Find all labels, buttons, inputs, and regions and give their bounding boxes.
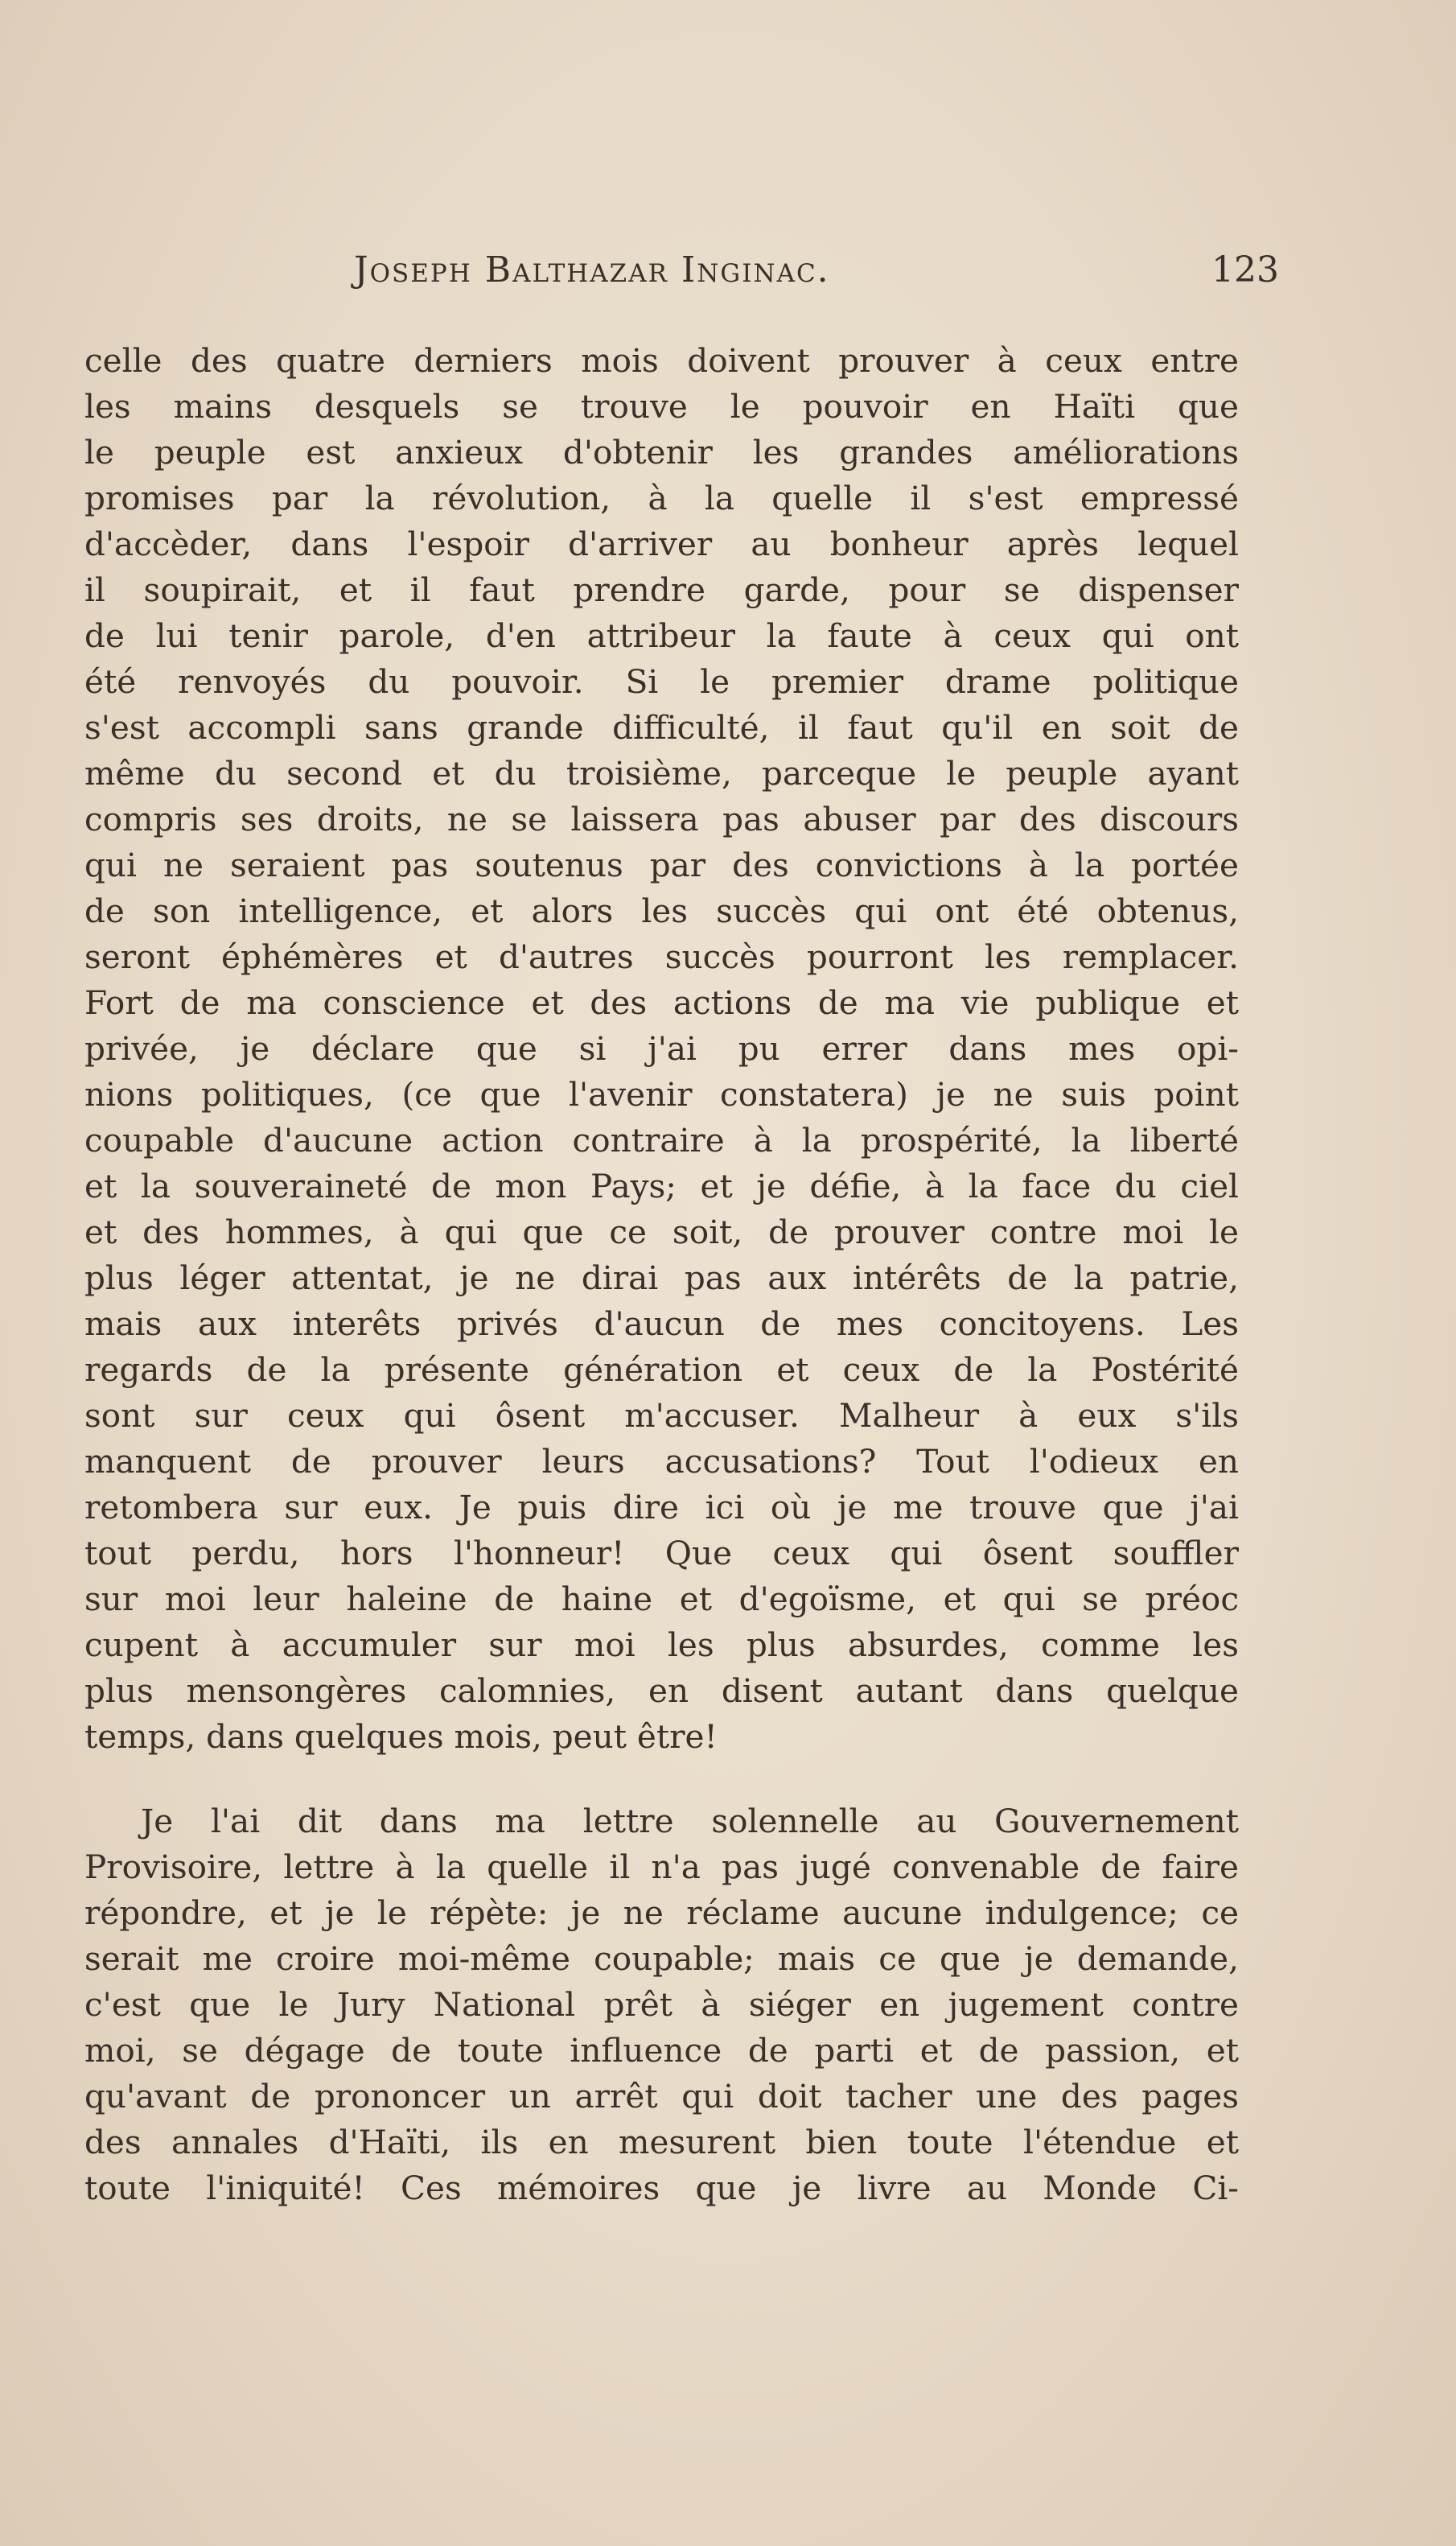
text-line: le peuple est anxieux d'obtenir les grandes améliorations bbox=[84, 433, 1239, 472]
text-line: nions politiques, (ce que l'avenir constatera) je ne suis point bbox=[84, 1075, 1239, 1114]
text-line: privée, je déclare que si j'ai pu errer dans mes opi- bbox=[84, 1029, 1239, 1068]
text-line: Provisoire, lettre à la quelle il n'a pas jugé convenable de faire bbox=[84, 1848, 1239, 1886]
paragraph-gap bbox=[84, 1760, 1239, 1798]
text-line: s'est accompli sans grande difficulté, il faut qu'il en soit de bbox=[84, 708, 1239, 747]
text-line: seront éphémères et d'autres succès pourront les remplacer. bbox=[84, 937, 1239, 976]
text-line: temps, dans quelques mois, peut être! bbox=[84, 1717, 718, 1756]
text-line: cupent à accumuler sur moi les plus absurdes, comme les bbox=[84, 1625, 1239, 1664]
text-line: même du second et du troisième, parceque le peuple ayant bbox=[84, 754, 1239, 793]
text-line: il soupirait, et il faut prendre garde, pour se dispenser bbox=[84, 571, 1239, 609]
text-line: sont sur ceux qui ôsent m'accuser. Malheur à eux s'ils bbox=[84, 1396, 1239, 1435]
text-line: Fort de ma conscience et des actions de ma vie publique et bbox=[84, 983, 1239, 1022]
text-line: moi, se dégage de toute influence de parti et de passion, et bbox=[84, 2031, 1239, 2070]
text-line: d'accèder, dans l'espoir d'arriver au bonheur après lequel bbox=[84, 525, 1239, 563]
text-line: les mains desquels se trouve le pouvoir en Haïti que bbox=[84, 387, 1239, 426]
text-line: plus mensongères calomnies, en disent autant dans quelque bbox=[84, 1671, 1239, 1710]
text-line: coupable d'aucune action contraire à la prospérité, la liberté bbox=[84, 1121, 1239, 1160]
page-header bbox=[80, 241, 1335, 306]
paragraph-2 bbox=[84, 1798, 1239, 2211]
text-line: Je l'ai dit dans ma lettre solennelle au Gouvernement bbox=[141, 1802, 1239, 1840]
text-line: répondre, et je le répète: je ne réclame aucune indulgence; ce bbox=[84, 1893, 1239, 1932]
text-line: été renvoyés du pouvoir. Si le premier drame politique bbox=[84, 662, 1239, 701]
text-line: plus léger attentat, je ne dirai pas aux intérêts de la patrie, bbox=[84, 1259, 1239, 1297]
text-line: de lui tenir parole, d'en attribeur la faute à ceux qui ont bbox=[84, 616, 1239, 655]
text-line: regards de la présente génération et ceux de la Postérité bbox=[84, 1350, 1239, 1389]
text-line: promises par la révolution, à la quelle il s'est empressé bbox=[84, 479, 1239, 517]
text-line: mais aux interêts privés d'aucun de mes concitoyens. Les bbox=[84, 1304, 1239, 1343]
running-title: Joseph Balthazar Inginac. bbox=[354, 249, 830, 290]
text-line: et des hommes, à qui que ce soit, de prouver contre moi le bbox=[84, 1213, 1239, 1251]
text-line: sur moi leur haleine de haine et d'egoïsme, et qui se préoc bbox=[84, 1580, 1239, 1618]
body-text bbox=[84, 338, 1239, 2211]
text-line: c'est que le Jury National prêt à siéger en jugement contre bbox=[84, 1985, 1239, 2024]
text-line: serait me croire moi-même coupable; mais ce que je demande, bbox=[84, 1939, 1239, 1978]
text-line: des annales d'Haïti, ils en mesurent bien toute l'étendue et bbox=[84, 2123, 1239, 2161]
text-line: qui ne seraient pas soutenus par des convictions à la portée bbox=[84, 846, 1239, 884]
text-line: de son intelligence, et alors les succès qui ont été obtenus, bbox=[84, 892, 1239, 930]
page-number: 123 bbox=[1211, 249, 1279, 290]
text-line: et la souveraineté de mon Pays; et je défie, à la face du ciel bbox=[84, 1167, 1239, 1205]
text-line: retombera sur eux. Je puis dire ici où je me trouve que j'ai bbox=[84, 1488, 1239, 1526]
paragraph-1 bbox=[84, 338, 1239, 1760]
text-line: toute l'iniquité! Ces mémoires que je livre au Monde Ci- bbox=[84, 2169, 1239, 2207]
text-line: tout perdu, hors l'honneur! Que ceux qui ôsent souffler bbox=[84, 1534, 1239, 1572]
text-line: compris ses droits, ne se laissera pas abuser par des discours bbox=[84, 800, 1239, 838]
text-line: manquent de prouver leurs accusations? Tout l'odieux en bbox=[84, 1442, 1239, 1481]
text-line: qu'avant de prononcer un arrêt qui doit tacher une des pages bbox=[84, 2077, 1239, 2115]
text-line: celle des quatre derniers mois doivent prouver à ceux entre bbox=[84, 341, 1239, 380]
